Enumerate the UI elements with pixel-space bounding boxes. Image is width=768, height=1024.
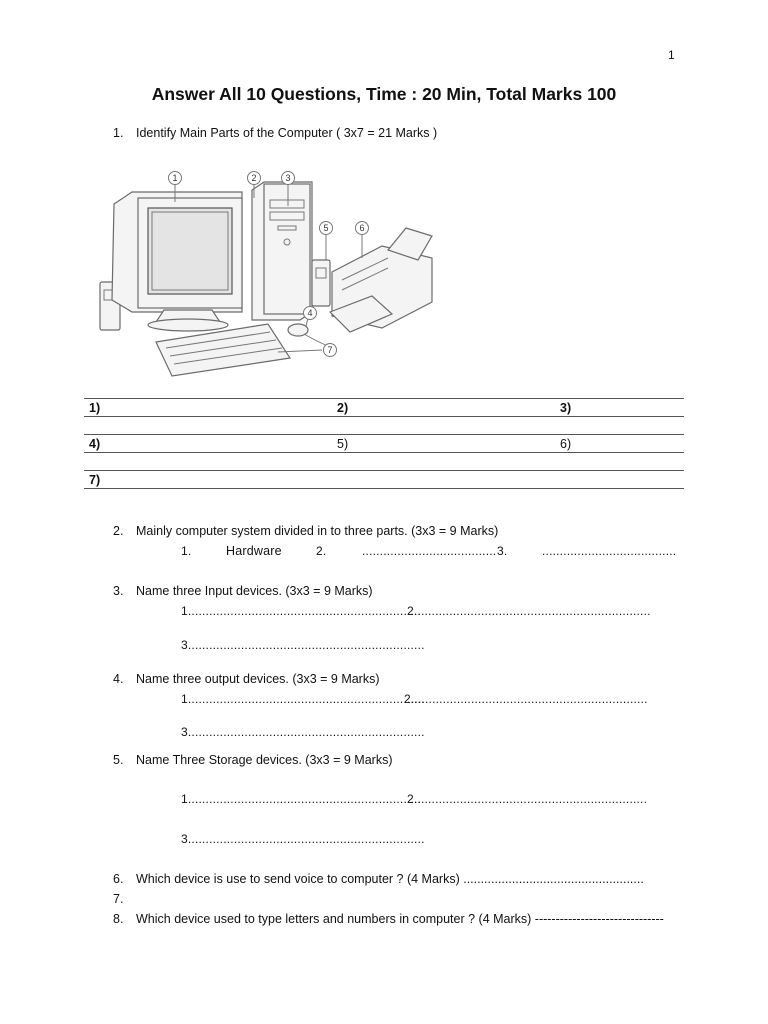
question-text: Mainly computer system divided in to three parts. (3x3 = 9 Marks): [136, 524, 499, 538]
answer-label: 2.: [316, 544, 327, 558]
answer-blank[interactable]: 2..................................................................: [407, 792, 648, 806]
answer-label: 1.: [181, 544, 192, 558]
mouse-illustration: [288, 324, 328, 346]
svg-text:5: 5: [323, 223, 329, 233]
table-rule: [84, 398, 684, 399]
answer-cell-7[interactable]: 7): [89, 473, 101, 487]
answer-cell-1[interactable]: 1): [89, 401, 101, 415]
question-number: 6.: [113, 872, 124, 886]
callout-7: [324, 344, 337, 357]
monitor-illustration: [112, 192, 242, 331]
callout-2: [248, 172, 261, 185]
callout-5: [320, 222, 333, 235]
answer-cell-2[interactable]: 2): [337, 401, 349, 415]
question-text[interactable]: Which device is use to send voice to computer ? (4 Marks) ....................................................: [136, 872, 644, 886]
svg-text:3: 3: [285, 173, 291, 183]
answer-cell-6[interactable]: 6): [560, 437, 572, 451]
callout-3: [282, 172, 295, 185]
question-number: 5.: [113, 753, 124, 767]
table-rule: [84, 488, 684, 489]
answer-cell-4[interactable]: 4): [89, 437, 101, 451]
table-rule: [84, 416, 684, 417]
question-text: Name three output devices. (3x3 = 9 Marks): [136, 672, 380, 686]
table-rule: [84, 434, 684, 435]
callout-4: [304, 307, 317, 320]
printer-illustration: [330, 228, 432, 332]
answer-blank[interactable]: 2...................................................................: [407, 604, 651, 618]
page-number: 1: [668, 48, 675, 62]
svg-text:4: 4: [307, 308, 313, 318]
callout-1: [169, 172, 182, 185]
answer-blank[interactable]: 2...................................................................: [404, 692, 648, 706]
question-number: 2.: [113, 524, 124, 538]
svg-text:2: 2: [251, 173, 257, 183]
svg-text:1: 1: [172, 173, 178, 183]
svg-text:7: 7: [327, 345, 333, 355]
answer-blank[interactable]: ......................................: [542, 544, 677, 558]
table-rule: [84, 452, 684, 453]
question-text: Name three Input devices. (3x3 = 9 Marks): [136, 584, 373, 598]
answer-blank[interactable]: 3...................................................................: [181, 832, 425, 846]
table-rule: [84, 470, 684, 471]
answer-blank[interactable]: ......................................: [362, 544, 497, 558]
answer-value: Hardware: [226, 544, 282, 558]
right-speaker-illustration: [312, 260, 330, 306]
computer-parts-illustration: [92, 162, 452, 384]
page-title: Answer All 10 Questions, Time : 20 Min, Total Marks 100: [151, 84, 617, 104]
system-unit-illustration: [252, 182, 312, 320]
answer-blank[interactable]: 1..................................................................: [181, 792, 422, 806]
question-number: 4.: [113, 672, 124, 686]
question-text: Identify Main Parts of the Computer ( 3x7 = 21 Marks ): [136, 126, 438, 140]
question-text[interactable]: Which device used to type letters and numbers in computer ? (4 Marks) -------------------------------: [136, 912, 664, 926]
svg-text:6: 6: [359, 223, 365, 233]
question-number: 7.: [113, 892, 124, 906]
callout-6: [356, 222, 369, 235]
question-number: 1.: [113, 126, 124, 140]
question-number: 8.: [113, 912, 124, 926]
question-number: 3.: [113, 584, 124, 598]
question-text: Name Three Storage devices. (3x3 = 9 Marks): [136, 753, 393, 767]
answer-label: 3.: [497, 544, 508, 558]
answer-blank[interactable]: 3...................................................................: [181, 638, 425, 652]
keyboard-illustration: [156, 324, 290, 376]
answer-cell-3[interactable]: 3): [560, 401, 572, 415]
answer-blank[interactable]: 1..................................................................: [181, 604, 422, 618]
answer-cell-5[interactable]: 5): [337, 437, 349, 451]
answer-blank[interactable]: 1...................................................................: [181, 692, 425, 706]
answer-blank[interactable]: 3...................................................................: [181, 725, 425, 739]
